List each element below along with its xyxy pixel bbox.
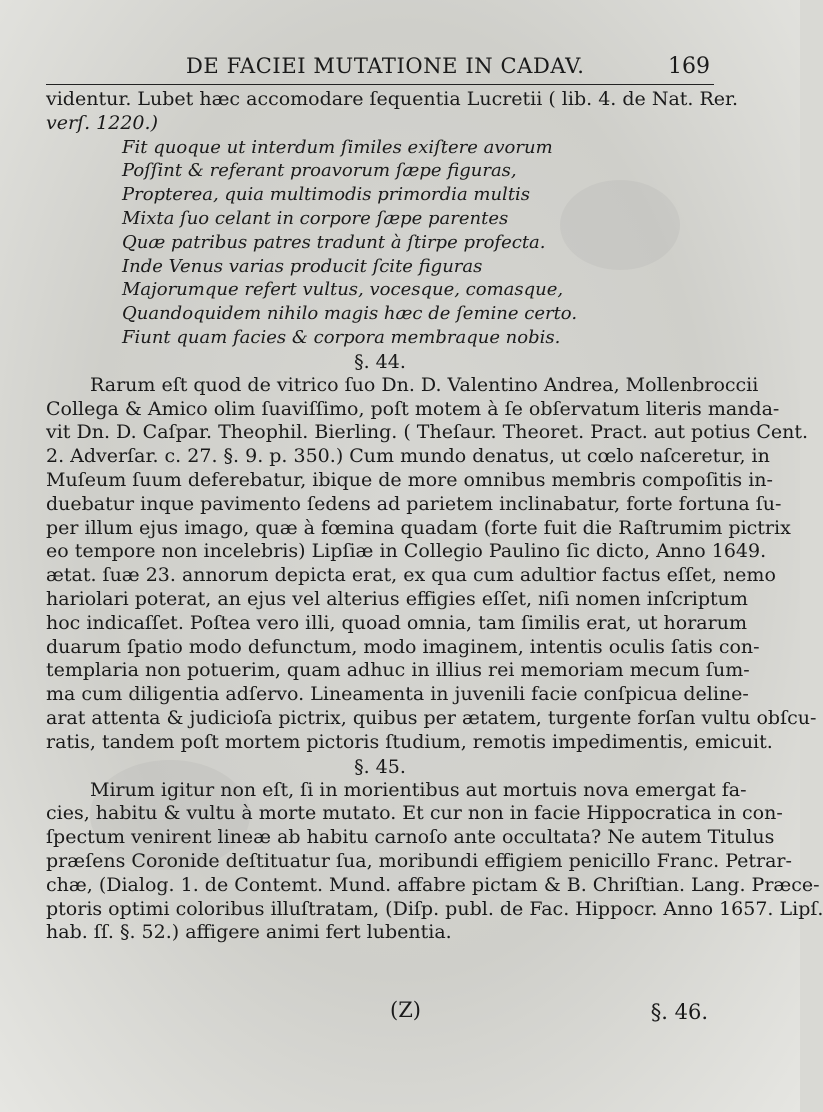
- text-line: duebatur inque pavimento ſedens ad parietem inclinabatur, forte fortuna ſu-: [46, 492, 782, 515]
- text-line: Collega & Amico olim ſuaviſſimo, poſt motem à ſe obſervatum literis manda-: [46, 397, 780, 420]
- section-45-paragraph: [46, 778, 823, 946]
- page-header: [46, 50, 714, 85]
- text-line: Muſeum ſuum deferebatur, ibique de more omnibus membris compoſitis in-: [46, 468, 773, 491]
- text-line: arat attenta & judicioſa pictrix, quibus per ætatem, turgente forſan vultu obſcu-: [46, 706, 817, 729]
- text-line: per illum ejus imago, quæ à fœmina quadam (forte fuit die Raſtrumim pictrix: [46, 516, 791, 539]
- text-line: hoc indicaſſet. Poſtea vero illi, quoad omnia, tam ſimilis erat, ut horarum: [46, 611, 747, 634]
- text-line: 2. Adverſar. c. 27. §. 9. p. 350.) Cum mundo denatus, ut cœlo naſceretur, in: [46, 445, 770, 468]
- text-line: Rarum eſt quod de vitrico ſuo Dn. D. Valentino Andrea, Mollenbroccii: [90, 373, 759, 396]
- poem-line: Quæ patribus patres tradunt à ſtirpe profecta.: [122, 231, 546, 253]
- text-line: duarum ſpatio modo defunctum, modo imaginem, intentis oculis ſatis con-: [46, 635, 760, 658]
- page-number: 169: [668, 54, 710, 79]
- text-line: hab. ſſ. §. 52.) affigere animi fert lubentia.: [46, 921, 452, 944]
- text-line: ratis, tandem poſt mortem pictoris ſtudium, remotis impedimentis, emicuit.: [46, 730, 773, 753]
- text-line: videntur. Lubet hæc accomodare ſequentia Lucretii ( lib. 4. de Nat. Rer.: [46, 88, 739, 110]
- poem-line: Majorumque refert vultus, vocesque, comasque,: [122, 279, 564, 301]
- poem-line: Propterea, quia multimodis primordia multis: [122, 184, 531, 206]
- poem-quotation: [46, 136, 714, 350]
- text-line: eo tempore non incelebris) Lipſiæ in Collegio Paulino ſic dicto, Anno 1649.: [46, 540, 767, 563]
- poem-line: Quandoquidem nihilo magis hæc de ſemine certo.: [122, 303, 578, 325]
- signature-mark: (Z): [390, 998, 421, 1022]
- text-line: Mirum igitur non eſt, ſi in morientibus aut mortuis nova emergat fa-: [90, 778, 747, 801]
- text-line: verſ. 1220.): [46, 111, 158, 134]
- text-line: ſpectum venirent lineæ ab habitu carnoſo ante occultata? Ne autem Titulus: [46, 826, 775, 849]
- running-title: DE FACIEI MUTATIONE IN CADAV.: [186, 54, 585, 78]
- poem-line: Fiunt quam facies & corpora membraque nobis.: [122, 326, 561, 348]
- text-line: templaria non potuerim, quam adhuc in illius rei memoriam mecum ſum-: [46, 659, 750, 682]
- text-line: chæ, (Dialog. 1. de Contemt. Mund. affabre pictam & B. Chriſtian. Lang. Præce-: [46, 873, 820, 896]
- page-footer: [46, 998, 714, 1028]
- poem-line: Mixta ſuo celant in corpore ſæpe parentes: [122, 207, 509, 229]
- catchword: §. 46.: [650, 1000, 708, 1024]
- text-line: præſens Coronide deſtituatur ſua, moribundi effigiem penicillo Franc. Petrar-: [46, 849, 792, 872]
- text-line: ma cum diligentia adſervo. Lineamenta in juvenili facie conſpicua deline-: [46, 683, 749, 706]
- section-heading-44: §. 44.: [354, 350, 406, 373]
- text-line: ptoris optimi coloribus illuſtratam, (Diſp. publ. de Fac. Hippocr. Anno 1657. Lipſ.: [46, 897, 823, 920]
- text-line: cies, habitu & vultu à morte mutato. Et cur non in facie Hippocratica in con-: [46, 802, 783, 825]
- text-line: hariolari poterat, an ejus vel alterius effigies eſſet, niſi nomen inſcriptum: [46, 587, 748, 610]
- section-heading-45: §. 45.: [354, 755, 406, 778]
- text-line: vit Dn. D. Caſpar. Theophil. Bierling. ( Theſaur. Theoret. Pract. aut potius Cent.: [46, 421, 809, 444]
- poem-line: Poſſint & referant proavorum ſæpe figuras,: [122, 160, 517, 182]
- text-line: ætat. ſuæ 23. annorum depicta erat, ex qua cum adultior factus eſſet, nemo: [46, 564, 776, 587]
- poem-line: Fit quoque ut interdum ſimiles exiſtere avorum: [122, 136, 553, 158]
- body-text: [46, 88, 823, 945]
- section-44-paragraph: [46, 373, 817, 755]
- poem-line: Inde Venus varias producit ſcite figuras: [122, 255, 483, 277]
